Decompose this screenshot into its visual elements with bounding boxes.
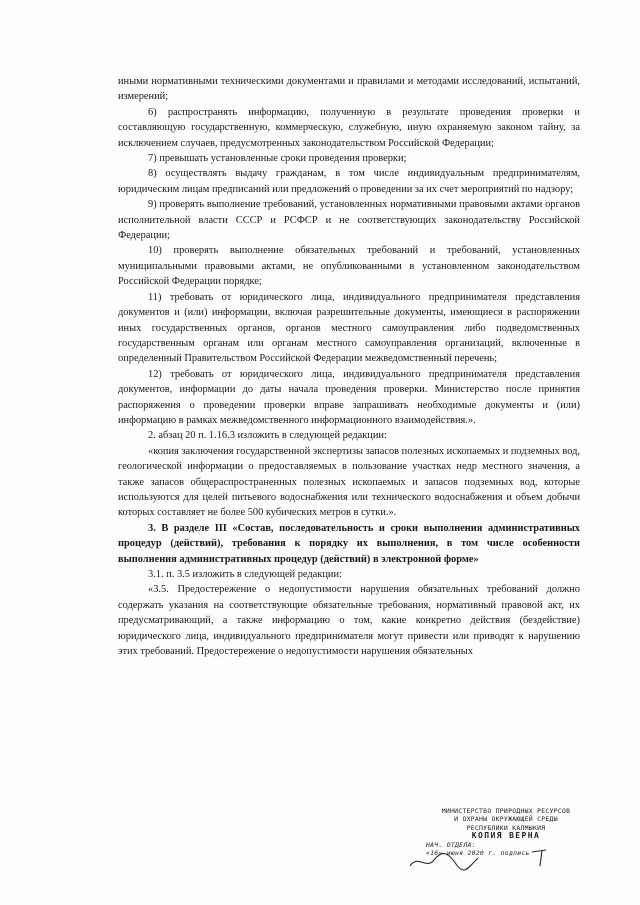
stamp-republic-line: РЕСПУБЛИКИ КАЛМЫКИЯ [466,823,546,832]
paragraph-item-6: 6) распространять информацию, полученную в результате проведения проверки и составляющую государственную, коммерческую, служебную, иную охраняемую законом тайну, за исключением случаев, предусмотренных законодательством Российской Федерации; [118,106,580,149]
handwritten-signature [404,846,574,872]
paragraph-quote-3-5: «3.5. Предостережение о недопустимости нарушения обязательных требований должно содержать указания на соответствующие обязательные требования, нормативный правовой акт, их предусматривающий, а также информацию о том, какие конкретно действия (бездействие) юридического лица, индивидуального предпринимателя могут привести или приводят к нарушению этих требований. Предостережение о недопустимости нарушения обязательных [118,584,580,658]
paragraph-section-3-1: 3.1. п. 3.5 изложить в следующей редакции: [148,569,342,580]
stamp-date-line: «16» июня 2020 г. подпись [426,849,530,858]
paragraph-section-2: 2. абзац 20 п. 1.16.3 изложить в следующей редакции: [148,430,387,442]
paragraph-quote-abzac-20: «копия заключения государственной экспертизы запасов полезных ископаемых и подземных вод, геологической информации о предоставляемых в пользование участках недр местного значения, а также запасов общераспространенных полезных ископаемых и запасов подземных вод, которые используются для целей питьевого водоснабжения или технического водоснабжения и объем добычи которых составляет не более 500 кубических метров в сутки.». [118,445,580,519]
document-body [118,74,580,659]
stamp-copy-true: КОПИЯ ВЕРНА [471,831,541,841]
paragraph-item-12: 12) требовать от юридического лица, индивидуального предпринимателя представления документов, информации до даты начала проведения проверки. Министерство после принятия распоряжения о проведении проверки вправе запрашивать необходимые документы и (или) информацию в рамках межведомственного информационного взаимодействия.». [118,368,580,426]
paragraph-item-7: 7) превышать установленные сроки проведения проверки; [148,153,407,165]
paragraph-item-10: 10) проверять выполнение обязательных требований и требований, установленных муниципальными правовыми актами, не опубликованными в установленном законодательством Российской Федерации порядке; [118,245,580,288]
ink-speck [343,187,349,190]
stamp-ministry-line: МИНИСТЕРСТВО ПРИРОДНЫХ РЕСУРСОВ [441,807,571,815]
stamp-department-line: И ОХРАНЫ ОКРУЖАЮЩЕЙ СРЕДЫ [454,815,558,824]
section-3-heading: 3. В разделе III «Состав, последовательность и сроки выполнения административных процедур (действий), требования к порядку их выполнения, в том числе особенности выполнения административных процедур (действий) в электронной форме» [118,522,580,565]
paragraph-item-11: 11) требовать от юридического лица, индивидуального предпринимателя представления документов и (или) информации, включая разрешительные документы, имеющиеся в распоряжении иных государственных органов, органов местного самоуправления либо подведомственных государственным органам или органам местного самоуправления организаций, включенные в определенный Правительством Российской Федерации межведомственный перечень; [118,291,580,365]
stamp-head-of-dept: НАЧ. ОТДЕЛА: [426,840,476,849]
paragraph-continuation: иными нормативными техническими документами и правилами и методами исследований, испытаний, измерений; [118,76,580,103]
paragraph-item-8: 8) осуществлять выдачу гражданам, в том числе индивидуальным предпринимателям, юридическим лицам предписаний или предложений о проведении за их счет мероприятий по надзору; [118,168,580,195]
paragraph-item-9: 9) проверять выполнение требований, установленных нормативными правовыми актами органов исполнительной власти СССР и РСФСР и не соответствующих законодательству Российской Федерации; [118,199,580,242]
